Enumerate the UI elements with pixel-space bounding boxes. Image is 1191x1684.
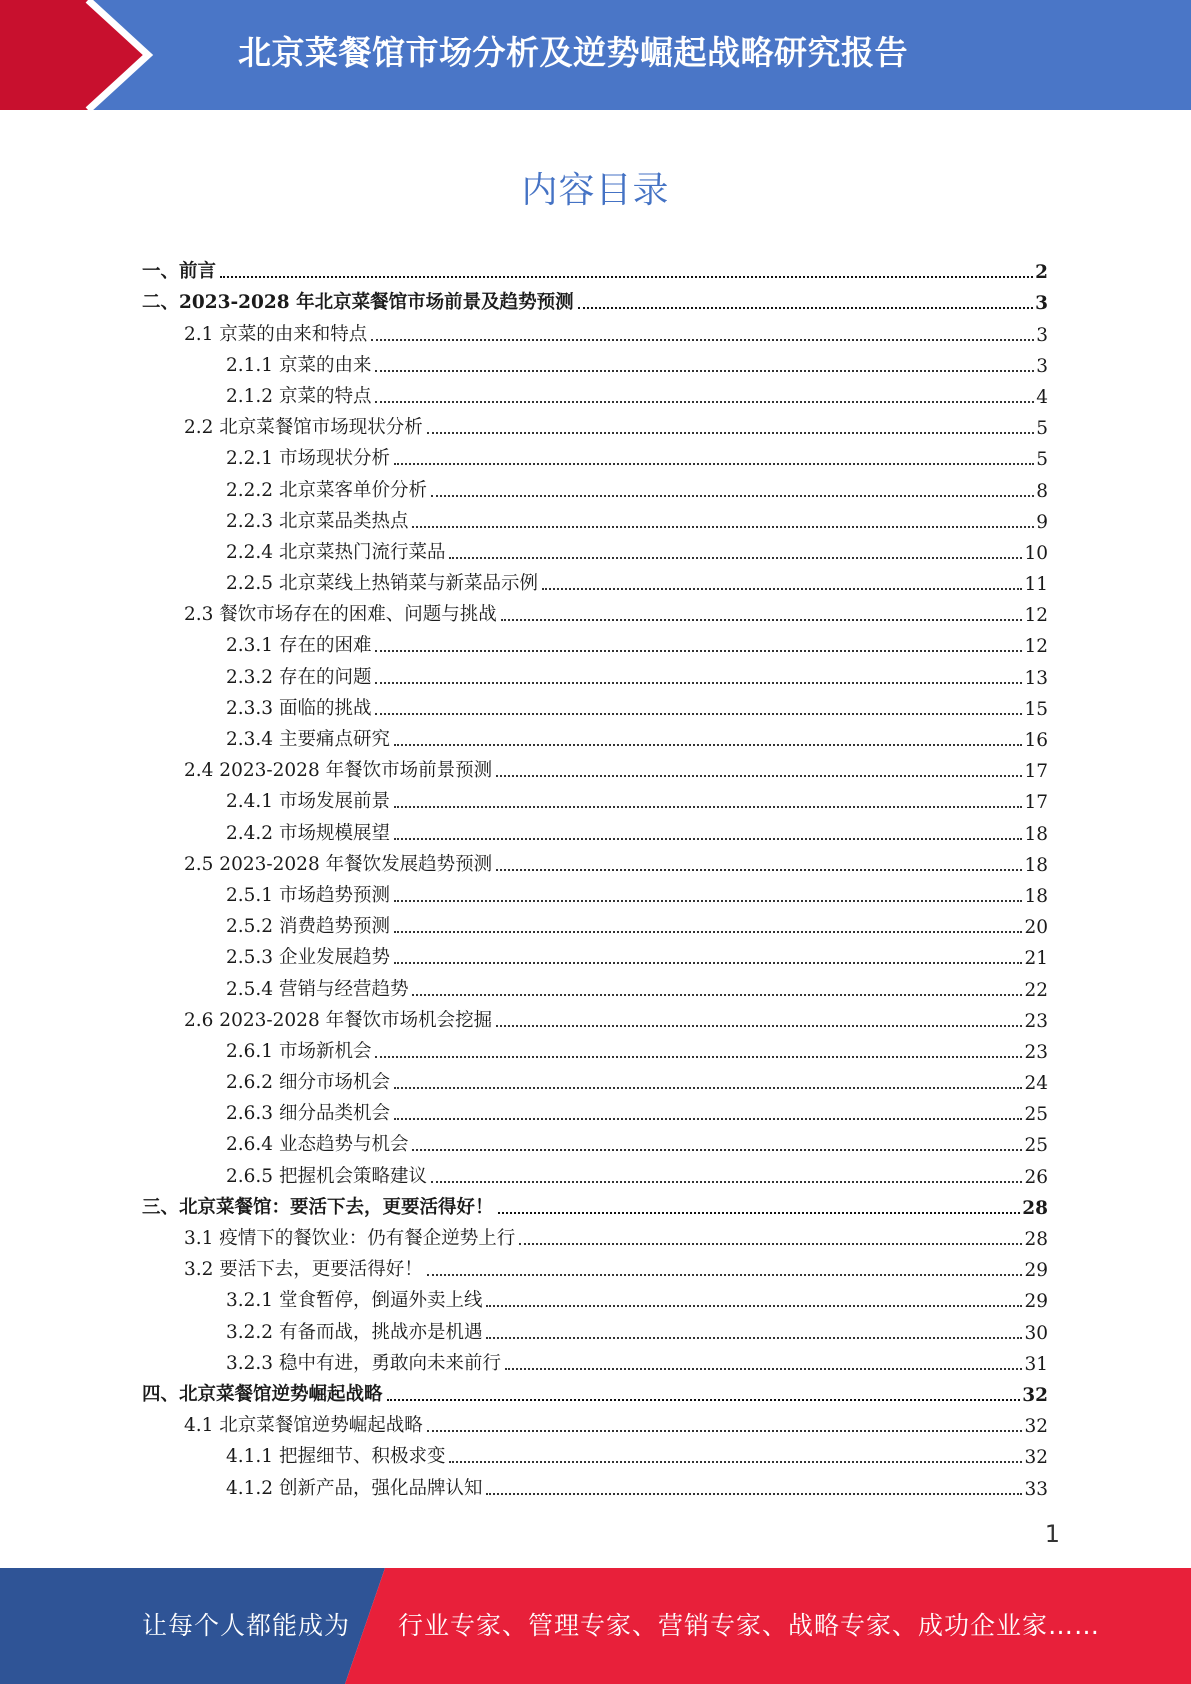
toc-entry-page: 12 — [1024, 605, 1048, 627]
toc-entry[interactable] — [142, 1221, 1048, 1252]
toc-dot-leader — [412, 526, 1034, 528]
toc-entry[interactable] — [142, 1252, 1048, 1283]
toc-dot-leader — [387, 1399, 1021, 1401]
toc-entry[interactable] — [142, 847, 1048, 878]
page-header — [0, 0, 1191, 110]
toc-entry-page: 5 — [1036, 449, 1048, 471]
toc-entry-title: 3.2.2 有备而战，挑战亦是机遇 — [226, 1321, 483, 1343]
toc-entry[interactable] — [142, 1065, 1048, 1096]
toc-entry[interactable] — [142, 878, 1048, 909]
page-footer — [0, 1568, 1191, 1684]
toc-entry-title: 2.3.4 主要痛点研究 — [226, 729, 390, 750]
toc-dot-leader — [496, 1025, 1022, 1027]
toc-dot-leader — [431, 1181, 1022, 1183]
toc-dot-leader — [394, 744, 1022, 746]
toc-entry[interactable] — [142, 1283, 1048, 1314]
toc-entry-page: 13 — [1024, 667, 1048, 689]
footer-slogan-right: 行业专家、管理专家、营销专家、战略专家、成功企业家…… — [398, 1611, 1101, 1640]
toc-entry-page: 18 — [1024, 854, 1048, 876]
toc-entry-title: 2.1.2 京菜的特点 — [226, 385, 372, 407]
toc-entry[interactable] — [142, 971, 1048, 1002]
toc-entry-page: 32 — [1022, 1384, 1048, 1406]
toc-entry-page: 25 — [1024, 1135, 1048, 1157]
toc-entry-title: 2.6.1 市场新机会 — [226, 1040, 372, 1062]
toc-entry-title: 2.6.2 细分市场机会 — [226, 1072, 390, 1094]
toc-entry[interactable] — [142, 628, 1048, 659]
toc-entry-page: 32 — [1024, 1447, 1048, 1469]
toc-entry-page: 4 — [1036, 386, 1048, 408]
toc-heading: 内容目录 — [521, 170, 670, 211]
toc-dot-leader — [501, 619, 1023, 621]
toc-entry-page: 15 — [1024, 698, 1048, 720]
toc-entry-page: 17 — [1024, 792, 1048, 814]
toc-entry[interactable] — [142, 1003, 1048, 1034]
toc-dot-leader — [394, 931, 1022, 933]
toc-entry-page: 30 — [1024, 1322, 1048, 1344]
toc-entry-page: 22 — [1024, 979, 1048, 1001]
toc-entry-title: 2.5.1 市场趋势预测 — [226, 884, 390, 906]
toc-dot-leader — [394, 1118, 1022, 1120]
toc-entry-title: 2.2.5 北京菜线上热销菜与新菜品示例 — [226, 573, 538, 595]
toc-entry-page: 10 — [1024, 542, 1048, 564]
toc-dot-leader — [394, 1087, 1022, 1089]
toc-entry[interactable] — [142, 659, 1048, 690]
toc-entry-page: 17 — [1024, 761, 1048, 783]
toc-dot-leader — [375, 650, 1022, 652]
toc-entry[interactable] — [142, 254, 1048, 285]
toc-dot-leader — [375, 713, 1022, 715]
toc-entry-title: 3.2.1 堂食暂停，倒逼外卖上线 — [226, 1290, 483, 1312]
toc-entry[interactable] — [142, 472, 1048, 503]
toc-entry[interactable] — [142, 410, 1048, 441]
toc-dot-leader — [394, 838, 1022, 840]
toc-dot-leader — [496, 869, 1022, 871]
toc-dot-leader — [427, 432, 1034, 434]
toc-entry-page: 11 — [1024, 574, 1048, 596]
toc-entry-page: 12 — [1024, 636, 1048, 658]
toc-dot-leader — [220, 276, 1033, 278]
toc-entry[interactable] — [142, 1096, 1048, 1127]
toc-entry-page: 28 — [1022, 1197, 1048, 1219]
report-title: 北京菜餐馆市场分析及逆势崛起战略研究报告 — [238, 33, 908, 72]
toc-entry[interactable] — [142, 504, 1048, 535]
toc-entry[interactable] — [142, 597, 1048, 628]
toc-entry-title: 4.1 北京菜餐馆逆势崛起战略 — [184, 1415, 423, 1437]
toc-dot-leader — [505, 1368, 1022, 1370]
table-of-contents — [142, 254, 1048, 1502]
toc-entry-title: 2.5.4 营销与经营趋势 — [226, 978, 409, 1000]
toc-entry[interactable] — [142, 691, 1048, 722]
toc-entry-page: 33 — [1024, 1478, 1048, 1500]
toc-dot-leader — [578, 307, 1034, 309]
toc-entry-title: 2.4.2 市场规模展望 — [226, 822, 390, 844]
toc-entry[interactable] — [142, 1190, 1048, 1221]
toc-entry-page: 3 — [1036, 355, 1048, 377]
toc-dot-leader — [412, 994, 1022, 996]
toc-dot-leader — [449, 557, 1022, 559]
toc-entry-title: 2.3.2 存在的问题 — [226, 666, 372, 688]
toc-entry-title: 2.6.4 业态趋势与机会 — [226, 1134, 409, 1156]
toc-entry[interactable] — [142, 285, 1048, 316]
footer-slogan-left: 让每个人都能成为 — [142, 1611, 351, 1640]
toc-entry[interactable] — [142, 940, 1048, 971]
toc-entry-title: 2.2.3 北京菜品类热点 — [226, 510, 409, 532]
toc-entry-page: 29 — [1024, 1260, 1048, 1282]
toc-dot-leader — [375, 370, 1034, 372]
toc-dot-leader — [375, 1056, 1022, 1058]
toc-entry[interactable] — [142, 441, 1048, 472]
toc-entry-title: 2.6.5 把握机会策略建议 — [226, 1165, 427, 1187]
toc-entry-title: 一、前言 — [142, 261, 217, 283]
toc-entry-page: 3 — [1036, 324, 1048, 346]
toc-entry-title: 2.6 2023-2028 年餐饮市场机会挖掘 — [184, 1009, 493, 1031]
toc-entry[interactable] — [142, 566, 1048, 597]
toc-dot-leader — [394, 900, 1022, 902]
toc-entry-page: 18 — [1024, 823, 1048, 845]
toc-entry-title: 2.5.3 企业发展趋势 — [226, 947, 390, 969]
toc-entry-title: 2.3 餐饮市场存在的困难、问题与挑战 — [184, 604, 497, 626]
toc-entry-title: 2.3.3 面临的挑战 — [226, 697, 372, 719]
toc-entry[interactable] — [142, 815, 1048, 846]
toc-entry-title: 四、北京菜餐馆逆势崛起战略 — [142, 1383, 383, 1405]
toc-entry[interactable] — [142, 535, 1048, 566]
page-number: 1 — [1044, 1520, 1060, 1548]
toc-dot-leader — [394, 962, 1022, 964]
toc-dot-leader — [371, 339, 1034, 341]
toc-entry-title: 2.1.1 京菜的由来 — [226, 354, 372, 376]
toc-entry-page: 2 — [1035, 262, 1048, 284]
toc-entry[interactable] — [142, 1127, 1048, 1158]
toc-entry-page: 9 — [1036, 511, 1048, 533]
toc-entry[interactable] — [142, 316, 1048, 347]
toc-dot-leader — [542, 588, 1022, 590]
toc-entry[interactable] — [142, 1439, 1048, 1470]
toc-entry[interactable] — [142, 1158, 1048, 1189]
toc-entry-title: 三、北京菜餐馆：要活下去，更要活得好！ — [142, 1196, 494, 1218]
toc-entry[interactable] — [142, 1346, 1048, 1377]
toc-entry-page: 31 — [1024, 1353, 1048, 1375]
toc-entry-title: 3.2 要活下去，更要活得好！ — [184, 1259, 423, 1281]
toc-entry-title: 2.2 北京菜餐馆市场现状分析 — [184, 417, 423, 439]
toc-entry-title: 2.3.1 存在的困难 — [226, 635, 372, 657]
toc-entry-page: 20 — [1024, 917, 1048, 939]
toc-entry[interactable] — [142, 348, 1048, 379]
toc-dot-leader — [394, 463, 1034, 465]
toc-entry-page: 8 — [1036, 480, 1048, 502]
toc-entry-title: 3.1 疫情下的餐饮业：仍有餐企逆势上行 — [184, 1228, 516, 1249]
toc-dot-leader — [431, 495, 1034, 497]
toc-entry[interactable] — [142, 1470, 1048, 1501]
toc-entry-title: 2.4.1 市场发展前景 — [226, 791, 390, 813]
toc-dot-leader — [486, 1493, 1022, 1495]
toc-entry-title: 3.2.3 稳中有进，勇敢向未来前行 — [226, 1352, 501, 1374]
toc-entry-title: 2.6.3 细分品类机会 — [226, 1103, 390, 1125]
toc-entry-page: 23 — [1024, 1041, 1048, 1063]
toc-entry-page: 29 — [1024, 1291, 1048, 1313]
toc-entry[interactable] — [142, 722, 1048, 753]
toc-entry[interactable] — [142, 1408, 1048, 1439]
toc-entry[interactable] — [142, 909, 1048, 940]
toc-dot-leader — [496, 775, 1022, 777]
toc-entry-page: 23 — [1024, 1010, 1048, 1032]
toc-entry[interactable] — [142, 753, 1048, 784]
toc-dot-leader — [412, 1149, 1022, 1151]
toc-entry-title: 2.4 2023-2028 年餐饮市场前景预测 — [184, 760, 493, 782]
toc-entry-page: 26 — [1024, 1166, 1048, 1188]
toc-entry-title: 2.2.4 北京菜热门流行菜品 — [226, 541, 446, 563]
toc-entry[interactable] — [142, 1377, 1048, 1408]
toc-entry-title: 2.5 2023-2028 年餐饮发展趋势预测 — [184, 853, 493, 875]
toc-entry-title: 2.2.2 北京菜客单价分析 — [226, 479, 427, 501]
toc-entry-title: 二、2023-2028 年北京菜餐馆市场前景及趋势预测 — [142, 292, 574, 314]
toc-dot-leader — [486, 1337, 1022, 1339]
toc-dot-leader — [394, 806, 1022, 808]
toc-entry-title: 2.2.1 市场现状分析 — [226, 448, 390, 470]
toc-entry-title: 4.1.2 创新产品，强化品牌认知 — [226, 1477, 483, 1499]
toc-entry-page: 5 — [1036, 418, 1048, 440]
toc-dot-leader — [449, 1461, 1022, 1463]
toc-entry[interactable] — [142, 784, 1048, 815]
toc-dot-leader — [375, 682, 1022, 684]
toc-dot-leader — [427, 1430, 1023, 1432]
toc-entry-title: 4.1.1 把握细节、积极求变 — [226, 1446, 446, 1468]
toc-entry-page: 21 — [1024, 948, 1048, 970]
toc-entry-page: 25 — [1024, 1104, 1048, 1126]
toc-dot-leader — [498, 1212, 1021, 1214]
toc-entry-page: 32 — [1024, 1416, 1048, 1438]
toc-entry-title: 2.5.2 消费趋势预测 — [226, 916, 390, 938]
toc-entry[interactable] — [142, 379, 1048, 410]
toc-entry-page: 18 — [1024, 885, 1048, 907]
toc-dot-leader — [375, 401, 1034, 403]
toc-entry[interactable] — [142, 1314, 1048, 1345]
toc-entry[interactable] — [142, 1034, 1048, 1065]
toc-entry-page: 16 — [1024, 730, 1048, 751]
toc-entry-title: 2.1 京菜的由来和特点 — [184, 323, 368, 345]
toc-entry-page: 3 — [1035, 293, 1048, 315]
toc-dot-leader — [427, 1274, 1023, 1276]
toc-dot-leader — [519, 1243, 1022, 1245]
toc-entry-page: 24 — [1024, 1073, 1048, 1095]
toc-entry-page: 28 — [1024, 1229, 1048, 1250]
toc-dot-leader — [486, 1305, 1022, 1307]
